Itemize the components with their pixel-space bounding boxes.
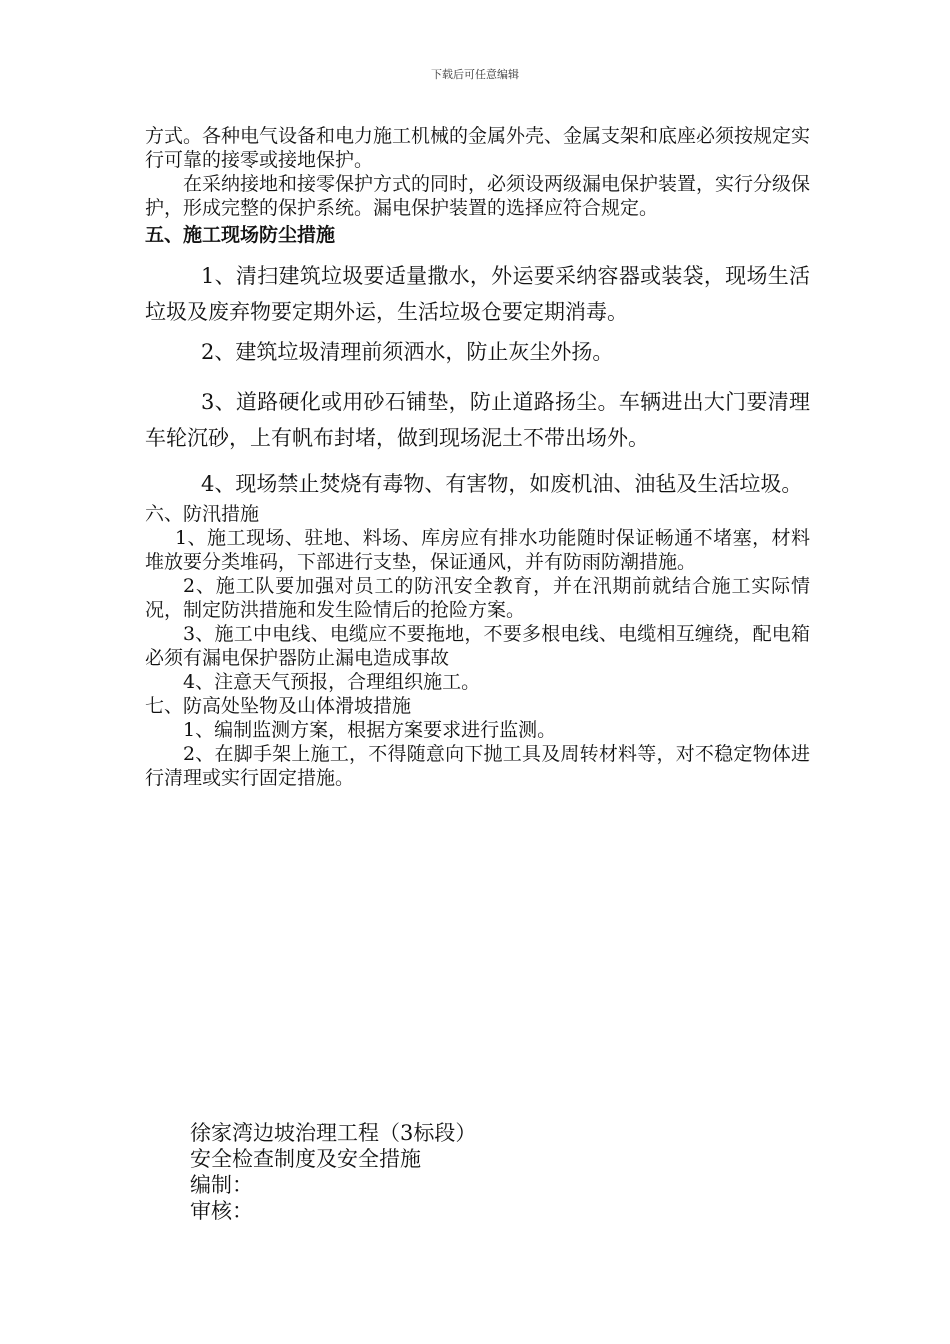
paragraph-grounding: 方式。各种电气设备和电力施工机械的金属外壳、金属支架和底座必须按规定实行可靠的接零或接地保护。 bbox=[145, 125, 811, 171]
section-7-item-2: 2、在脚手架上施工，不得随意向下抛工具及周转材料等，对不稳定物体进行清理或实行固定措施。 bbox=[145, 743, 810, 789]
section-6-item-1: 1、施工现场、驻地、料场、库房应有排水功能随时保证畅通不堵塞，材料堆放要分类堆码，下部进行支垫，保证通风，并有防雨防潮措施。 bbox=[145, 527, 810, 573]
project-name: 徐家湾边坡治理工程（3标段） bbox=[190, 1121, 477, 1145]
section-6-item-2: 2、施工队要加强对员工的防汛安全教育，并在汛期前就结合施工实际情况，制定防洪措施和发生险情后的抢险方案。 bbox=[145, 575, 810, 621]
section-5-item-4: 4、现场禁止焚烧有毒物、有害物，如废机油、油毡及生活垃圾。 bbox=[201, 472, 803, 496]
compiled-by-label: 编制： bbox=[190, 1173, 253, 1197]
page-header: 下载后可任意编辑 bbox=[431, 68, 519, 81]
section-6-title: 六、防汛措施 bbox=[145, 503, 260, 525]
reviewed-by-label: 审核： bbox=[190, 1199, 253, 1223]
section-7-item-1: 1、编制监测方案，根据方案要求进行监测。 bbox=[183, 719, 557, 741]
section-5-title: 五、施工现场防尘措施 bbox=[145, 224, 336, 246]
document-title: 安全检查制度及安全措施 bbox=[190, 1147, 421, 1171]
signature-block bbox=[190, 1120, 476, 1224]
paragraph-leakage-protection: 在采纳接地和接零保护方式的同时，必须设两级漏电保护装置，实行分级保护，形成完整的保护系统。漏电保护装置的选择应符合规定。 bbox=[145, 173, 811, 219]
section-7-title: 七、防高处坠物及山体滑坡措施 bbox=[145, 695, 412, 717]
section-6-item-3: 3、施工中电线、电缆应不要拖地，不要多根电线、电缆相互缠绕，配电箱必须有漏电保护器防止漏电造成事故 bbox=[145, 623, 810, 669]
section-5-item-2: 2、建筑垃圾清理前须洒水，防止灰尘外扬。 bbox=[201, 340, 614, 364]
document-body bbox=[145, 124, 810, 790]
section-6-item-4: 4、注意天气预报，合理组织施工。 bbox=[183, 671, 481, 693]
section-5-item-3: 3、道路硬化或用砂石铺垫，防止道路扬尘。车辆进出大门要清理车轮沉砂，上有帆布封堵，做到现场泥土不带出场外。 bbox=[145, 390, 810, 450]
section-5-item-1: 1、清扫建筑垃圾要适量撒水，外运要采纳容器或装袋，现场生活垃圾及废弃物要定期外运，生活垃圾仓要定期消毒。 bbox=[145, 264, 810, 324]
